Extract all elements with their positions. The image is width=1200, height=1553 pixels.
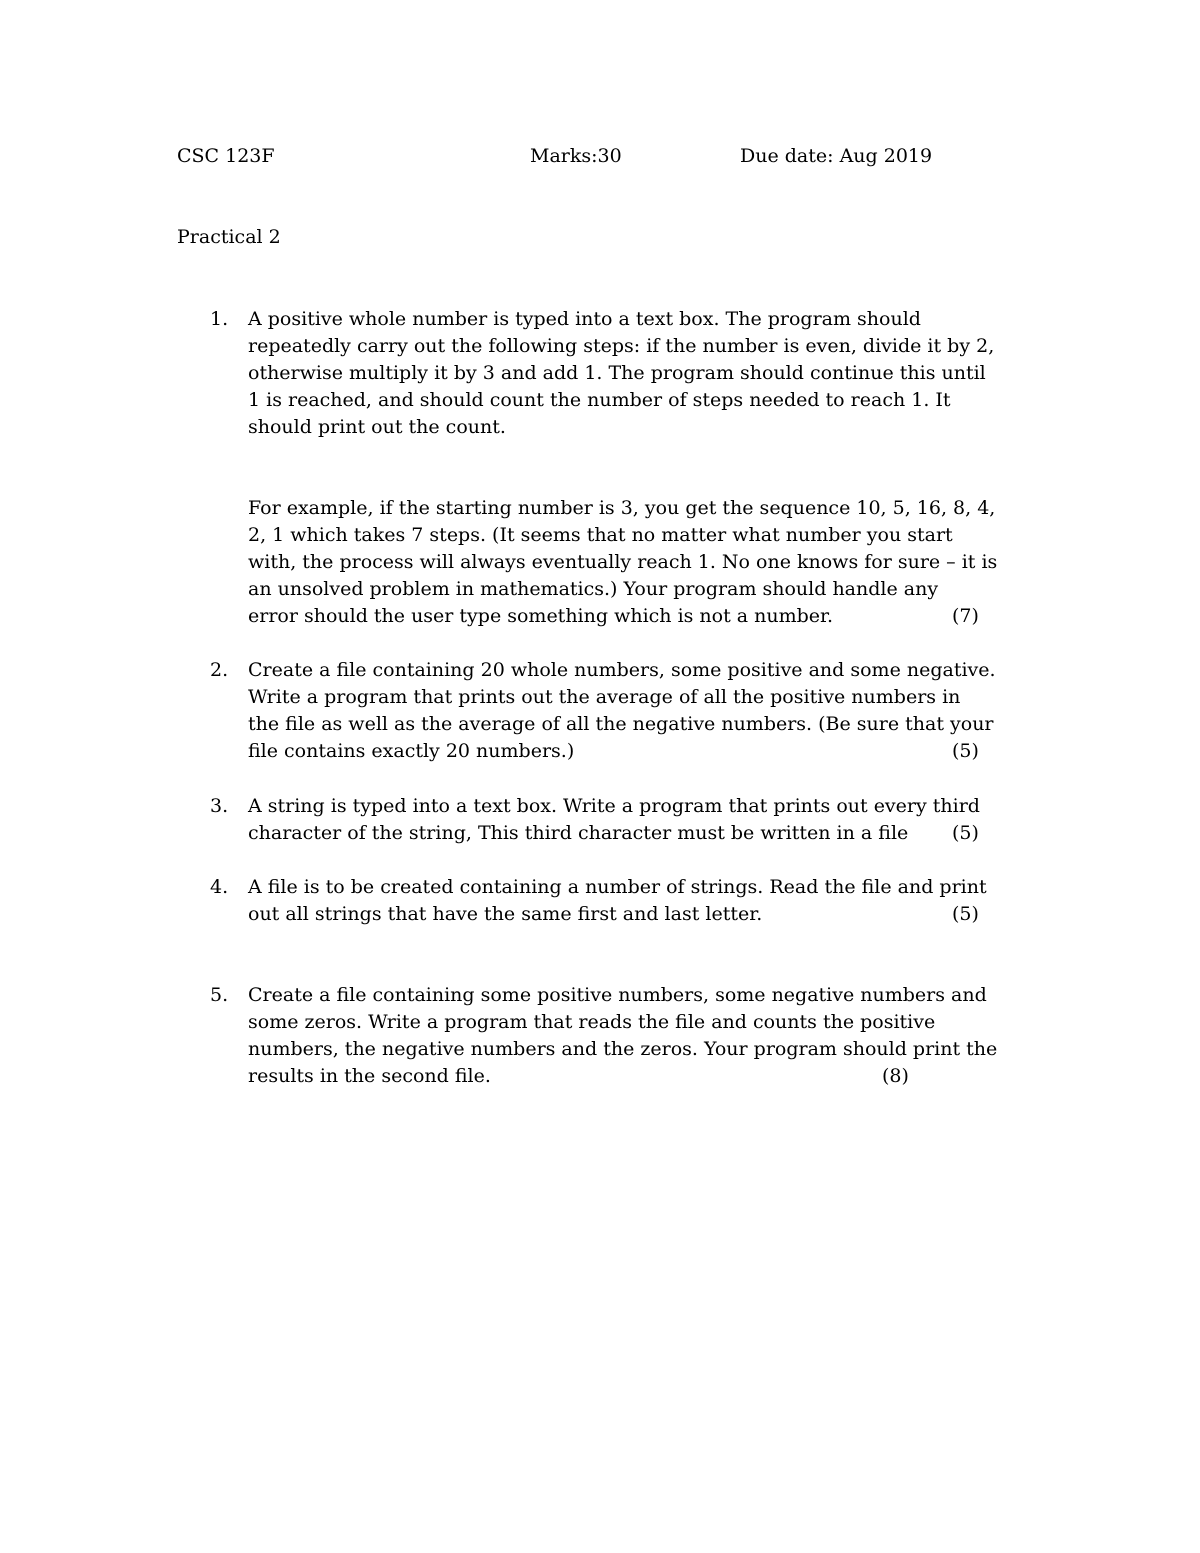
text-line: Create a file containing 20 whole numbers, some positive and some negative. [248, 659, 996, 681]
text-line: the file as well as the average of all the negative numbers. (Be sure that your [248, 713, 994, 735]
text-line: should print out the count. [248, 416, 506, 438]
question-marks: (7) [952, 605, 979, 627]
text-line: out all strings that have the same first and last letter. [248, 903, 763, 925]
text-line: file contains exactly 20 numbers.) [248, 740, 575, 762]
question-text [248, 657, 996, 765]
text-line: error should the user type something which is not a number. [248, 605, 834, 627]
text-line: character of the string, This third character must be written in a file [248, 822, 909, 844]
question-number: 1. [210, 308, 229, 330]
question-marks: (5) [952, 903, 979, 925]
text-line: 2, 1 which takes 7 steps. (It seems that no matter what number you start [248, 524, 953, 546]
question-number: 4. [210, 876, 229, 898]
text-line: repeatedly carry out the following steps: if the number is even, divide it by 2, [248, 335, 995, 357]
text-line: an unsolved problem in mathematics.) Your program should handle any [248, 578, 939, 600]
text-line: numbers, the negative numbers and the zeros. Your program should print the [248, 1038, 998, 1060]
text-line: For example, if the starting number is 3, you get the sequence 10, 5, 16, 8, 4, [248, 497, 996, 519]
text-line: A file is to be created containing a number of strings. Read the file and print [248, 876, 987, 898]
question-marks: (5) [952, 740, 979, 762]
text-line: otherwise multiply it by 3 and add 1. The program should continue this until [248, 362, 986, 384]
question-number: 2. [210, 659, 229, 681]
question-number: 5. [210, 984, 229, 1006]
practical-title: Practical 2 [177, 226, 281, 248]
total-marks: Marks:30 [530, 145, 622, 167]
text-line: A string is typed into a text box. Write a program that prints out every third [248, 795, 980, 817]
text-line: Create a file containing some positive numbers, some negative numbers and [248, 984, 987, 1006]
question-marks: (5) [952, 822, 979, 844]
due-date: Due date: Aug 2019 [740, 145, 933, 167]
text-line: with, the process will always eventually reach 1. No one knows for sure – it is [248, 551, 998, 573]
course-code: CSC 123F [177, 145, 275, 167]
question-marks: (8) [882, 1065, 909, 1087]
question-text [248, 874, 987, 928]
question-text [248, 306, 994, 441]
text-line: Write a program that prints out the average of all the positive numbers in [248, 686, 961, 708]
text-line: 1 is reached, and should count the number of steps needed to reach 1. It [248, 389, 951, 411]
question-number: 3. [210, 795, 229, 817]
text-line: some zeros. Write a program that reads the file and counts the positive [248, 1011, 936, 1033]
text-line: A positive whole number is typed into a text box. The program should [248, 308, 921, 330]
question-text [248, 793, 980, 847]
text-line: results in the second file. [248, 1065, 491, 1087]
question-text [248, 495, 997, 630]
